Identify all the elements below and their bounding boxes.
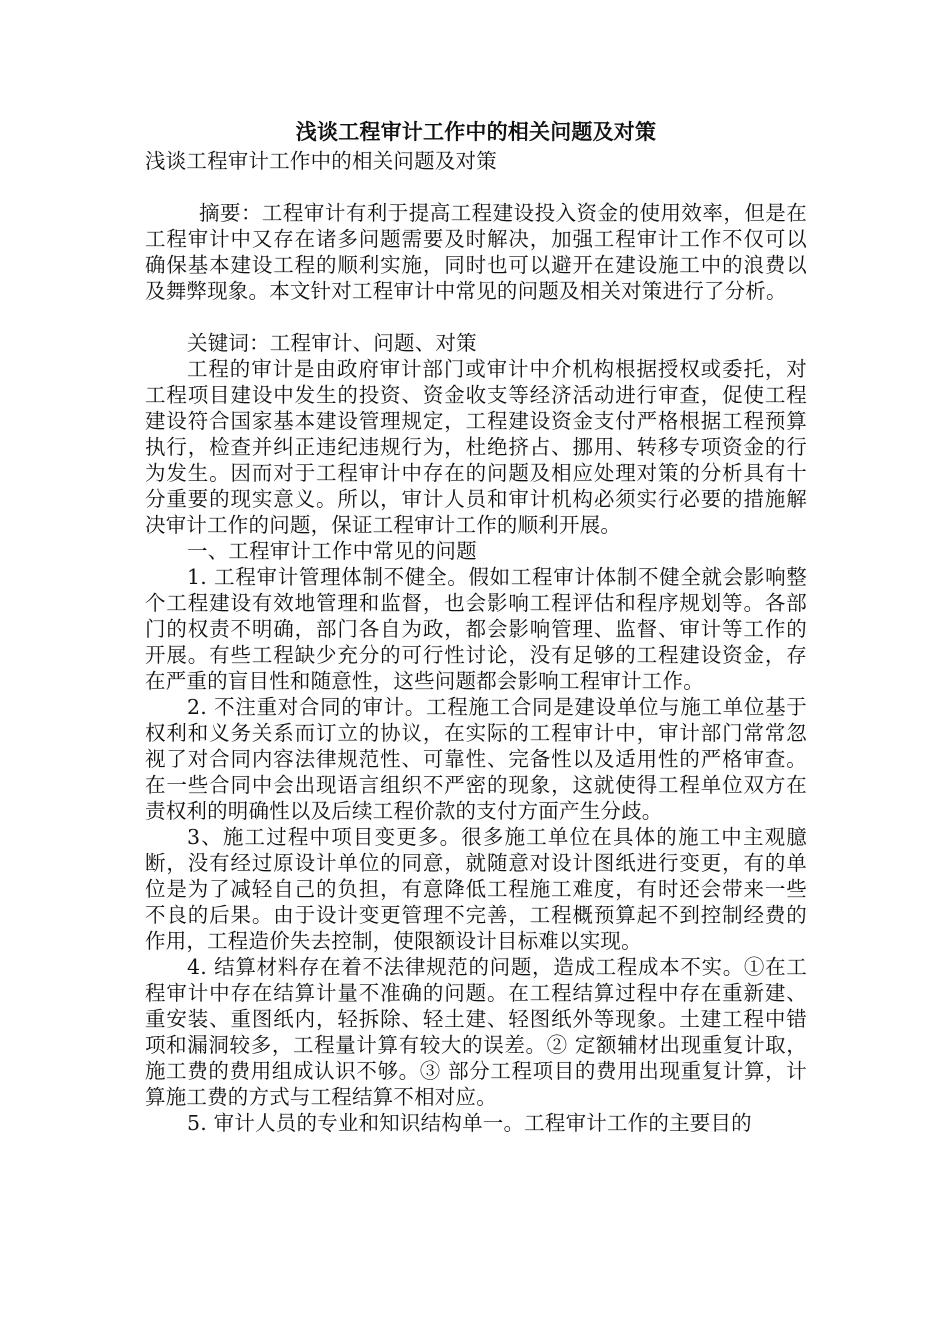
keywords-line: 关键词：工程审计、问题、对策 xyxy=(187,331,477,355)
document-page xyxy=(145,118,807,1136)
list-item: 1. 工程审计管理体制不健全。假如工程审计体制不健全就会影响整个工程建设有效地管理和监督，也会影响工程评估和程序规划等。各部门的权责不明确，部门各自为政，都会影响管理、监督、审计等工作的开展。有些工程缺少充分的可行性讨论，没有足够的工程建设资金，存在严重的盲目性和随意性，这些问题都会影响工程审计工作。 xyxy=(145,565,807,693)
document-title: 浅谈工程审计工作中的相关问题及对策 xyxy=(295,120,657,144)
document-subtitle: 浅谈工程审计工作中的相关问题及对策 xyxy=(145,149,497,173)
abstract-paragraph: 摘要：工程审计有利于提高工程建设投入资金的使用效率，但是在工程审计中又存在诸多问题需要及时解决，加强工程审计工作不仅可以确保基本建设工程的顺利实施，同时也可以避开在建设施工中的浪费以及舞弊现象。本文针对工程审计中常见的问题及相关对策进行了分析。 xyxy=(145,201,807,303)
list-item: 5. 审计人员的专业和知识结构单一。工程审计工作的主要目的 xyxy=(187,1111,752,1135)
section-heading: 一、工程审计工作中常见的问题 xyxy=(187,539,477,563)
list-item: 3、施工过程中项目变更多。很多施工单位在具体的施工中主观臆断，没有经过原设计单位的同意，就随意对设计图纸进行变更，有的单位是为了减轻自己的负担，有意降低工程施工难度，有时还会带来一些不良的后果。由于设计变更管理不完善，工程概预算起不到控制经费的作用，工程造价失去控制，使限额设计目标难以实现。 xyxy=(145,825,807,953)
list-item: 4. 结算材料存在着不法律规范的问题，造成工程成本不实。①在工程审计中存在结算计量不准确的问题。在工程结算过程中存在重新建、重安装、重图纸内，轻拆除、轻土建、轻图纸外等现象。土建工程中错项和漏洞较多，工程量计算有较大的误差。② 定额辅材出现重复计取，施工费的费用组成认识不够。③ 部分工程项目的费用出现重复计算，计算施工费的方式与工程结算不相对应。 xyxy=(145,955,807,1109)
list-item: 2. 不注重对合同的审计。工程施工合同是建设单位与施工单位基于权利和义务关系而订立的协议，在实际的工程审计中，审计部门常常忽视了对合同内容法律规范性、可靠性、完备性以及适用性的严格审查。在一些合同中会出现语言组织不严密的现象，这就使得工程单位双方在责权利的明确性以及后续工程价款的支付方面产生分歧。 xyxy=(145,695,807,823)
intro-paragraph: 工程的审计是由政府审计部门或审计中介机构根据授权或委托，对工程项目建设中发生的投资、资金收支等经济活动进行审查，促使工程建设符合国家基本建设管理规定，工程建设资金支付严格根据工程预算执行，检查并纠正违纪违规行为，杜绝挤占、挪用、转移专项资金的行为发生。因而对于工程审计中存在的问题及相应处理对策的分析具有十分重要的现实意义。所以，审计人员和审计机构必须实行必要的措施解决审计工作的问题，保证工程审计工作的顺利开展。 xyxy=(145,357,807,537)
blank-line xyxy=(145,174,807,200)
blank-line xyxy=(145,304,807,330)
